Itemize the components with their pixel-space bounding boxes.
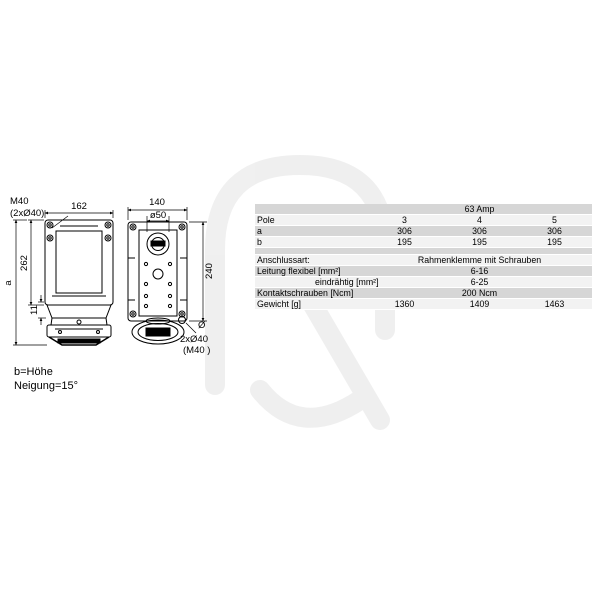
front-cable-entry-count: (2xØ40) xyxy=(10,208,45,219)
center-knockout xyxy=(153,269,163,279)
socket-cap xyxy=(47,325,111,337)
row-label-solid: eindrähtig [mm²] xyxy=(255,277,367,288)
side-enclosure xyxy=(128,222,187,321)
side-diameter-dim: ø50 xyxy=(149,210,167,221)
table-row-header xyxy=(255,204,592,215)
table-row-weight xyxy=(255,299,592,310)
connection-value: Rahmenklemme mit Schrauben xyxy=(367,255,592,266)
amp-header: 63 Amp xyxy=(367,204,592,215)
table-row-connection xyxy=(255,255,592,266)
table-row-flex xyxy=(255,266,592,277)
front-view xyxy=(45,220,113,345)
row-label-b: b xyxy=(255,237,367,248)
cell-b-4: 195 xyxy=(442,237,517,248)
spec-table xyxy=(255,204,592,310)
dimension-a-label: a xyxy=(3,280,14,286)
side-height-dim: 240 xyxy=(204,263,215,279)
side-screw-tr xyxy=(179,224,185,230)
solid-value: 6-25 xyxy=(367,277,592,288)
table-row-solid xyxy=(255,277,592,288)
pole-3: 3 xyxy=(367,215,442,226)
cell-a-3: 306 xyxy=(367,226,442,237)
cell-b-3: 195 xyxy=(367,237,442,248)
cell-b-5: 195 xyxy=(517,237,592,248)
row-label-flex: Leitung flexibel [mm²] xyxy=(255,266,367,277)
weight-5: 1463 xyxy=(517,299,592,310)
screw-tl xyxy=(47,222,53,228)
screw-br xyxy=(105,235,111,241)
pole-4: 4 xyxy=(442,215,517,226)
front-width-dim: 162 xyxy=(71,201,87,212)
side-view xyxy=(128,222,187,344)
note-incline: Neigung=15° xyxy=(14,380,79,392)
screw-value: 200 Ncm xyxy=(367,288,592,299)
row-label-connection: Anschlussart: xyxy=(255,255,367,266)
side-width-dim: 140 xyxy=(149,197,165,208)
weight-3: 1360 xyxy=(367,299,442,310)
side-outlet-dim: 2xØ40 xyxy=(180,334,208,345)
front-offset-dim: 11 xyxy=(29,305,40,315)
cell-a-5: 306 xyxy=(517,226,592,237)
side-screw-tl xyxy=(130,224,136,230)
flex-value: 6-16 xyxy=(367,266,592,277)
table-gap xyxy=(255,248,592,255)
screw-tr xyxy=(105,222,111,228)
weight-4: 1409 xyxy=(442,299,517,310)
cell-a-4: 306 xyxy=(442,226,517,237)
front-inner-frame xyxy=(56,231,102,293)
row-label-a: a xyxy=(255,226,367,237)
table-row-poles xyxy=(255,215,592,226)
side-screw-bl xyxy=(130,311,136,317)
table-row-a xyxy=(255,226,592,237)
screw-bl xyxy=(47,235,53,241)
socket-housing xyxy=(47,305,111,318)
table-row-b xyxy=(255,237,592,248)
side-angle-mark: Ø xyxy=(198,320,206,331)
note-b-height: b=Höhe xyxy=(14,366,53,378)
front-enclosure xyxy=(45,220,113,305)
front-height-dim: 262 xyxy=(19,255,30,271)
pole-5: 5 xyxy=(517,215,592,226)
row-label-screws: Kontaktschrauben [Ncm] xyxy=(255,288,367,299)
row-label-weight: Gewicht [g] xyxy=(255,299,367,310)
front-cable-entry: M40 xyxy=(10,196,29,207)
side-outlet-thread: (M40 ) xyxy=(183,345,211,356)
table-row-screws xyxy=(255,288,592,299)
row-label-pole: Pole xyxy=(255,215,367,226)
